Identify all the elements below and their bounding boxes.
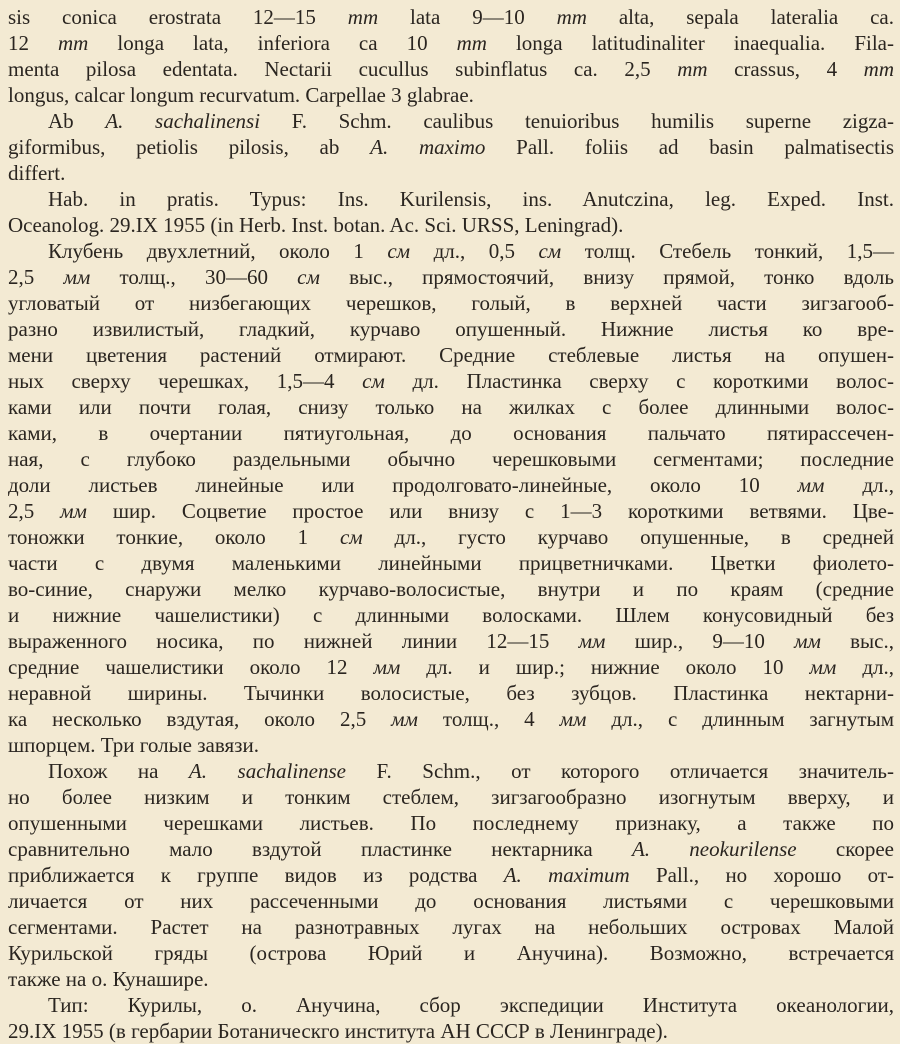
- text-line: [8, 316, 894, 342]
- text-line: [8, 680, 894, 706]
- text-line: [8, 134, 894, 160]
- text-line: [8, 498, 894, 524]
- text-segment: 12: [8, 31, 59, 55]
- text-line: [8, 836, 894, 862]
- text-segment: sis conica erostrata 12—15: [8, 5, 348, 29]
- italic-text: mm: [677, 57, 708, 81]
- italic-text: см: [538, 239, 562, 263]
- text-line: [8, 992, 894, 1018]
- text-segment: дл. Пластинка сверху с короткими волос-: [384, 369, 894, 393]
- text-segment: разно извилистый, гладкий, курчаво опушенный. Нижние листья ко вре-: [8, 317, 894, 341]
- text-segment: Курильской гряды (острова Юрий и Анучина). Возможно, встречается: [8, 941, 894, 965]
- italic-text: мм: [794, 629, 821, 653]
- text-line: [8, 186, 894, 212]
- text-segment: мени цветения растений отмирают. Средние стеблевые листья на опушен-: [8, 343, 894, 367]
- text-segment: толщ., 4: [417, 707, 560, 731]
- text-segment: шир. Соцветие простое или внизу с 1—3 короткими ветвями. Цве-: [86, 499, 894, 523]
- text-line: [8, 394, 894, 420]
- text-line: [8, 784, 894, 810]
- italic-text: см: [339, 525, 363, 549]
- text-line: [8, 82, 894, 108]
- text-segment: ками или почти голая, снизу только на жилках с более длинными волос-: [8, 395, 894, 419]
- italic-text: mm: [347, 5, 379, 29]
- italic-text: см: [297, 265, 320, 289]
- text-line: [8, 446, 894, 472]
- text-line: [8, 966, 894, 992]
- text-line: [8, 290, 894, 316]
- text-segment: ная, с глубоко раздельными обычно черешковыми сегментами; последние: [8, 447, 894, 471]
- text-segment: сравнительно мало вздутой пластинке нектарника: [8, 837, 632, 861]
- italic-text: мм: [578, 629, 606, 653]
- italic-text: mm: [556, 5, 587, 29]
- paragraph: [8, 992, 894, 1044]
- text-segment: Ab: [48, 109, 106, 133]
- text-segment: также на о. Кунашире.: [8, 967, 209, 991]
- text-segment: Pall. foliis ad basin palmatisectis: [485, 135, 894, 159]
- text-line: [8, 758, 894, 784]
- italic-text: мм: [60, 499, 87, 523]
- text-segment: lata 9—10: [378, 5, 557, 29]
- text-segment: приближается к группе видов из родства: [8, 863, 504, 887]
- text-segment: выс., прямостоячий, внизу прямой, тонко вдоль: [319, 265, 894, 289]
- text-segment: ка несколько вздутая, около 2,5: [8, 707, 392, 731]
- text-segment: дл., с длинным загнутым: [586, 707, 894, 731]
- text-segment: Pall., но хорошо от-: [629, 863, 894, 887]
- text-segment: 2,5: [8, 499, 61, 523]
- text-segment: доли листьев линейные или продолговато-линейные, около 10: [8, 473, 798, 497]
- text-segment: F. Schm. caulibus tenuioribus humilis superne zigza-: [260, 109, 894, 133]
- text-line: [8, 706, 894, 732]
- text-line: [8, 1018, 894, 1044]
- text-segment: выраженного носика, по нижней линии 12—15: [8, 629, 579, 653]
- text-line: [8, 732, 894, 758]
- text-segment: шпорцем. Три голые завязи.: [8, 733, 259, 757]
- text-segment: толщ. Стебель тонкий, 1,5—: [561, 239, 894, 263]
- text-line: [8, 914, 894, 940]
- text-segment: угловатый от низбегающих черешков, голый, в верхней части зигзагооб-: [8, 291, 894, 315]
- italic-text: A. maximum: [503, 863, 630, 887]
- italic-text: mm: [863, 57, 894, 81]
- text-segment: alta, sepala lateralia ca.: [586, 5, 894, 29]
- text-segment: неравной ширины. Тычинки волосистые, без зубцов. Пластинка нектарни-: [8, 681, 894, 705]
- italic-text: мм: [797, 473, 825, 497]
- italic-text: mm: [58, 31, 89, 55]
- text-segment: части с двумя маленькими линейными прицветничками. Цветки фиолето-: [8, 551, 894, 575]
- text-segment: дл.,: [836, 655, 894, 679]
- text-segment: 29.IX 1955 (в гербарии Ботаническго института АН СССР в Ленинграде).: [8, 1019, 668, 1043]
- text-line: [8, 368, 894, 394]
- text-segment: дл., 0,5: [410, 239, 539, 263]
- italic-text: мм: [391, 707, 418, 731]
- text-segment: средние чашелистики около 12: [8, 655, 374, 679]
- text-segment: Тип: Курилы, о. Анучина, сбор экспедиции Института океанологии,: [48, 993, 894, 1017]
- italic-text: A. sachalinense: [188, 759, 346, 783]
- text-line: [8, 212, 894, 238]
- italic-text: мм: [809, 655, 837, 679]
- text-segment: Похож на: [48, 759, 189, 783]
- text-line: [8, 940, 894, 966]
- italic-text: mm: [456, 31, 487, 55]
- text-segment: Клубень двухлетний, около 1: [48, 239, 388, 263]
- text-line: [8, 160, 894, 186]
- paragraph: [8, 108, 894, 186]
- text-segment: longa latitudinaliter inaequalia. Fila-: [486, 31, 894, 55]
- text-line: [8, 628, 894, 654]
- paragraph: [8, 238, 894, 758]
- text-segment: crassus, 4: [707, 57, 864, 81]
- text-line: [8, 472, 894, 498]
- text-segment: и нижние чашелистики) с длинными волосками. Шлем конусовидный без: [8, 603, 894, 627]
- text-line: [8, 602, 894, 628]
- paragraph: [8, 758, 894, 992]
- text-segment: тоножки тонкие, около 1: [8, 525, 340, 549]
- text-line: [8, 550, 894, 576]
- text-segment: longa lata, inferiora ca 10: [88, 31, 457, 55]
- text-line: [8, 56, 894, 82]
- italic-text: A. sachalinensi: [105, 109, 261, 133]
- text-segment: опушенными черешками листьев. По последнему признаку, а также по: [8, 811, 894, 835]
- text-segment: 2,5: [8, 265, 64, 289]
- text-segment: шир., 9—10: [605, 629, 795, 653]
- text-segment: дл.,: [824, 473, 894, 497]
- text-segment: толщ., 30—60: [90, 265, 298, 289]
- text-segment: F. Schm., от которого отличается значитель-: [346, 759, 894, 783]
- text-segment: сегментами. Растет на разнотравных лугах на небольших островах Малой: [8, 915, 894, 939]
- text-segment: giformibus, petiolis pilosis, ab: [8, 135, 371, 159]
- italic-text: A. maximo: [370, 135, 486, 159]
- text-line: [8, 4, 894, 30]
- italic-text: A. neokurilense: [631, 837, 797, 861]
- italic-text: см: [362, 369, 385, 393]
- text-segment: но более низким и тонким стеблем, зигзагообразно изогнутым вверху, и: [8, 785, 894, 809]
- text-line: [8, 264, 894, 290]
- text-line: [8, 654, 894, 680]
- text-segment: скорее: [796, 837, 894, 861]
- text-segment: ных сверху черешках, 1,5—4: [8, 369, 363, 393]
- italic-text: мм: [63, 265, 91, 289]
- text-segment: ками, в очертании пятиугольная, до основания пальчато пятирассечен-: [8, 421, 894, 445]
- text-line: [8, 576, 894, 602]
- text-segment: Oceanolog. 29.IX 1955 (in Herb. Inst. botan. Ac. Sci. URSS, Leningrad).: [8, 213, 624, 237]
- text-line: [8, 108, 894, 134]
- text-line: [8, 30, 894, 56]
- italic-text: мм: [373, 655, 401, 679]
- italic-text: см: [387, 239, 411, 263]
- text-line: [8, 810, 894, 836]
- document-page: [8, 4, 894, 1044]
- paragraph: [8, 186, 894, 238]
- text-segment: выс.,: [820, 629, 894, 653]
- text-segment: дл. и шир.; нижние около 10: [400, 655, 810, 679]
- paragraph: [8, 4, 894, 108]
- text-line: [8, 238, 894, 264]
- text-line: [8, 420, 894, 446]
- text-segment: дл., густо курчаво опушенные, в средней: [362, 525, 894, 549]
- text-segment: личается от них рассеченными до основания листьями с черешковыми: [8, 889, 894, 913]
- text-segment: во-синие, снаружи мелко курчаво-волосистые, внутри и по краям (средние: [8, 577, 894, 601]
- text-line: [8, 862, 894, 888]
- text-segment: differt.: [8, 161, 66, 185]
- text-segment: menta pilosa edentata. Nectarii cucullus subinflatus ca. 2,5: [8, 57, 678, 81]
- italic-text: мм: [559, 707, 587, 731]
- text-line: [8, 524, 894, 550]
- text-line: [8, 888, 894, 914]
- text-line: [8, 342, 894, 368]
- text-segment: longus, calcar longum recurvatum. Carpellae 3 glabrae.: [8, 83, 474, 107]
- text-segment: Hab. in pratis. Typus: Ins. Kurilensis, ins. Anutczina, leg. Exped. Inst.: [48, 187, 894, 211]
